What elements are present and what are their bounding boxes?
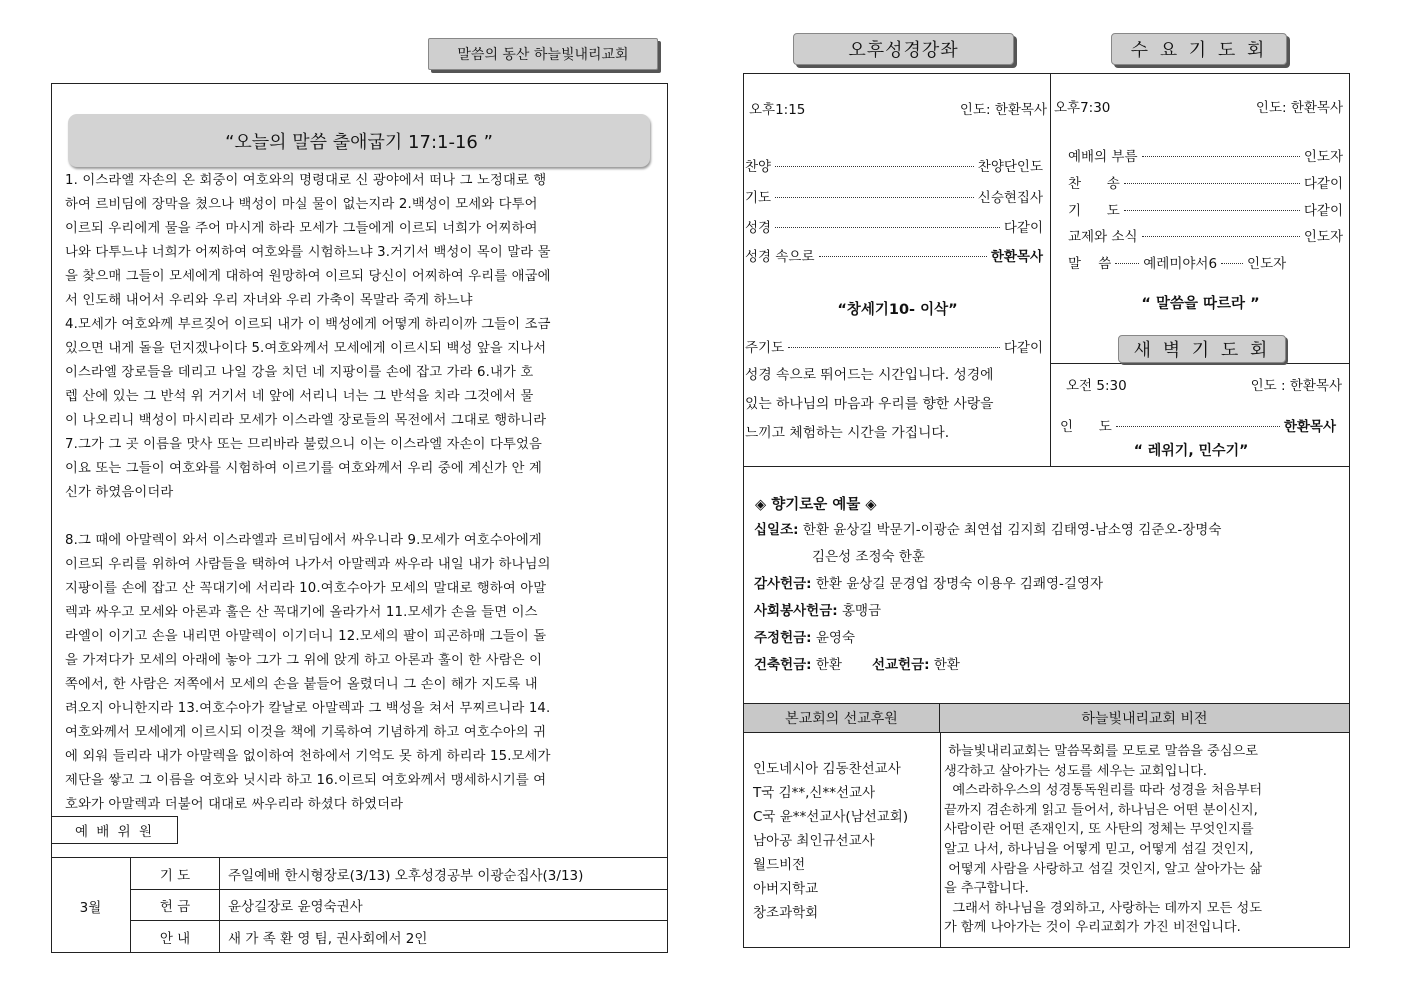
dawn-time-row (1066, 374, 1342, 394)
dawn-leader: 인도 : 한환목사 (1250, 378, 1342, 394)
committee-row-label-cell (131, 858, 220, 890)
sermon-line: 렙 산에 있는 그 반석 위 거기서 네 앞에 서리니 너는 그 반석을 치라 그것에서 물 (65, 389, 534, 404)
sermon-line: 려오지 아니한지라 13.여호수아가 칼날로 아말렉과 그 백성을 쳐서 무찌르니라 14. (65, 701, 551, 716)
offering-names: 한환 윤상길 문경업 장명숙 이용우 김쾌영-길영자 (815, 576, 1104, 592)
afternoon-leader: 인도: 한환목사 (959, 102, 1047, 118)
church-header-badge (428, 38, 658, 70)
order-value: 한환목사 (1283, 419, 1336, 435)
weekly-row (754, 625, 1344, 652)
committee-table (51, 857, 668, 953)
vision-line: 가 함께 나아가는 것이 우리교회가 가진 비전입니다. (944, 920, 1241, 936)
mission-item: 월드비전 (753, 857, 806, 873)
sermon-line: 이요 또는 그들이 여호와를 시험하여 이르기를 여호와께서 우리 중에 계신가 안 계 (65, 461, 542, 476)
mission-header-cell (744, 704, 940, 733)
offering-title: ◈ 향기로운 예물 ◈ (755, 497, 877, 513)
wednesday-order-row (1068, 172, 1343, 192)
order-label: 찬 송 (1068, 176, 1120, 192)
order-label: 성경 (745, 220, 772, 236)
sermon-line: 이르되 우리를 위하여 사람들을 택하여 나가서 아말렉과 싸우라 내일 내가 하나님의 (65, 557, 551, 572)
committee-row-value: 윤상길장로 윤영숙권사 (228, 899, 363, 915)
afternoon-description (745, 361, 1048, 448)
wednesday-tab-label: 수 요 기 도 회 (1130, 40, 1268, 61)
order-value: 신승현집사 (977, 190, 1043, 206)
sermon-line: 1. 이스라엘 자손의 온 회중이 여호와의 명령대로 신 광야에서 떠나 그 노정대로 행 (65, 173, 547, 188)
church-header-text: 말씀의 동산 하늘빛내리교회 (457, 47, 629, 63)
order-value: 다같이 (1303, 176, 1343, 192)
dot-leader (819, 256, 987, 257)
committee-row-label: 헌 금 (159, 899, 191, 915)
order-label: 교제와 소식 (1068, 229, 1138, 245)
wednesday-order-row (1068, 199, 1343, 219)
afternoon-time-row (749, 98, 1047, 118)
vision-line: 예스라하우스의 성경통독원리를 따라 성경을 처음부터 (944, 783, 1263, 799)
dawn-theme: “ 레위기, 민수기” (1133, 443, 1249, 459)
offering-list (754, 517, 1344, 679)
offering-names: 한환 윤상길 박문기-이광순 최연섭 김지희 김태영-남소영 김준오-장명숙 (802, 522, 1222, 538)
vision-line: 끝까지 겸손하게 읽고 들어서, 하나님은 어떤 분이신지, (944, 802, 1258, 818)
mission-header: 본교회의 선교후원 (785, 711, 898, 727)
mission-list (753, 757, 938, 925)
committee-row-value: 새 가 족 환 영 팀, 권사회에서 2인 (228, 931, 428, 947)
mission-item: 인도네시아 김동찬선교사 (753, 761, 901, 777)
sermon-line: 렉과 싸우고 모세와 아론과 훌은 산 꼭대기에 올라가서 11.모세가 손을 들면 이스 (65, 605, 538, 620)
offering-names: 한환 (933, 657, 960, 673)
order-label: 찬양 (745, 159, 772, 175)
tithe-row (754, 517, 1344, 544)
wednesday-theme: “ 말씀을 따르라 ” (1141, 296, 1260, 312)
offering-names: 김은성 조정숙 한훈 (812, 549, 925, 565)
order-value: 다같이 (1003, 220, 1043, 236)
order-value: 다같이 (1003, 340, 1043, 356)
sermon-paragraph-2 (65, 529, 653, 817)
sermon-line: 있으면 내게 돌을 던지겠나이다 5.여호와께서 모세에게 이르시되 백성 앞을 지나서 (65, 341, 547, 356)
sermon-line: 제단을 쌓고 그 이름을 여호와 닛시라 하고 16.이르되 여호와께서 맹세하시기를 여 (65, 773, 547, 788)
vision-line: 어떻게 사람을 사랑하고 섬길 것인지, 알고 살아가는 삶 (944, 861, 1262, 877)
dot-leader (775, 197, 974, 198)
sermon-line: 8.그 때에 아말렉이 와서 이스라엘과 르비딤에서 싸우니라 9.모세가 여호수아에게 (65, 533, 542, 548)
committee-row-value-cell (220, 858, 668, 890)
description-line: 느끼고 체험하는 시간을 가집니다. (745, 425, 950, 441)
sermon-line: 을 가져다가 모세의 아래에 놓아 그가 그 위에 앉게 하고 아론과 훌이 한 사람은 이 (65, 653, 543, 668)
offering-label: 선교헌금: (871, 657, 930, 673)
dot-leader (1124, 183, 1300, 184)
order-label: 말 씀 (1068, 256, 1112, 272)
offering-label: 건축헌금: (754, 657, 812, 673)
mission-item: 아버지학교 (753, 881, 819, 897)
committee-label: 예 배 위 원 (74, 824, 155, 840)
vision-line: 하늘빛내리교회는 말씀목회를 모토로 말씀을 중심으로 (944, 744, 1258, 759)
dot-leader (775, 227, 1000, 228)
afternoon-theme: “창세기10- 이삭” (837, 302, 958, 318)
committee-row-label: 기 도 (159, 867, 191, 884)
mission-item: 남아공 최인규선교사 (753, 833, 875, 849)
tithe-row-cont (754, 544, 1344, 571)
wednesday-order-row (1068, 225, 1343, 245)
offering-names: 홍맹금 (841, 603, 882, 619)
committee-row-label: 안 내 (159, 931, 191, 947)
sermon-body (65, 169, 653, 817)
sermon-line: 라엘이 이기고 손을 내리면 아말렉이 이기더니 12.모세의 팔이 피곤하매 그들이 돌 (65, 629, 547, 644)
afternoon-time: 오후1:15 (749, 102, 806, 118)
afternoon-order-row (745, 186, 1043, 206)
sermon-line: 이르되 우리에게 물을 주어 마시게 하라 모세가 그들에게 이르되 너희가 어찌하여 (65, 221, 538, 236)
sermon-line: 7.그가 그 곳 이름을 맛사 또는 므리바라 불렀으니 이는 이스라엘 자손이 다투었음 (65, 437, 542, 452)
sermon-paragraph-1 (65, 169, 653, 505)
committee-row-value: 주일예배 한시형장로(3/13) 오후성경공부 이광순집사(3/13) (228, 867, 584, 884)
order-value: 다같이 (1303, 203, 1343, 219)
sermon-line: 에 외워 들리라 내가 아말렉을 없이하여 천하에서 기억도 못 하게 하리라 15.모세가 (65, 749, 551, 764)
sermon-line: 여호와께서 모세에게 이르시되 이것을 책에 기록하여 기념하게 하고 여호수아의 귀 (65, 725, 547, 740)
order-value: 인도자 (1303, 229, 1343, 245)
wednesday-tab (1111, 33, 1287, 65)
thanks-row (754, 571, 1344, 598)
afternoon-order-row (745, 155, 1043, 175)
dawn-tab-label: 새 벽 기 도 회 (1133, 340, 1271, 361)
order-label: 기 도 (1068, 203, 1120, 219)
afternoon-tab-label: 오후성경강좌 (848, 40, 959, 61)
dot-leader (775, 166, 974, 167)
vision-line: 생각하고 살아가는 성도를 세우는 교회입니다. (944, 763, 1208, 779)
committee-row-value-cell (220, 921, 668, 953)
services-divider (1050, 73, 1051, 467)
sermon-line: 이스라엘 장로들을 데리고 나일 강을 치던 네 지팡이를 손에 잡고 가라 6.내가 호 (65, 365, 534, 380)
vision-header-cell (940, 704, 1349, 733)
bottom-table-divider (940, 733, 941, 947)
sermon-title: “오늘의 말씀 출애굽기 17:1-16 ” (225, 131, 493, 153)
wednesday-time: 오후7:30 (1054, 100, 1111, 116)
vision-text (944, 742, 1348, 938)
offering-names: 한환 (815, 657, 842, 673)
dot-leader (1116, 426, 1280, 427)
offering-names: 윤영숙 (815, 630, 855, 646)
order-label: 예배의 부름 (1068, 149, 1138, 165)
committee-row-value-cell (220, 890, 668, 921)
vision-line: 사람이란 어떤 존재인지, 또 사탄의 정체는 무엇인지를 (944, 822, 1254, 838)
sermon-line: 이 나오리니 백성이 마시리라 모세가 이스라엘 장로들의 목전에서 그대로 행하니라 (65, 413, 547, 428)
sermon-line: 하여 르비딤에 장막을 쳤으나 백성이 마실 물이 없는지라 2.백성이 모세와 다투어 (65, 197, 538, 212)
vision-line: 알고 나서, 하나님을 어떻게 믿고, 어떻게 섬길 것인지, (944, 841, 1254, 857)
dawn-divider (1050, 363, 1350, 364)
committee-label-box (51, 816, 178, 844)
order-value: 찬양단인도 (977, 159, 1043, 175)
afternoon-prayer-row (745, 336, 1043, 356)
afternoon-tab (793, 33, 1014, 65)
order-label: 주기도 (745, 340, 785, 356)
committee-month: 3월 (79, 899, 102, 916)
order-value: 한환목사 (990, 249, 1043, 265)
building-row (754, 652, 1344, 679)
dot-leader (1142, 236, 1300, 237)
order-passage: 예레미야서6 (1143, 256, 1218, 272)
offering-label: 감사헌금: (754, 576, 812, 592)
mission-item: 창조과학회 (753, 905, 819, 921)
sermon-line: 쪽에서, 한 사람은 저쪽에서 모세의 손을 붙들어 올렸더니 그 손이 해가 지도록 내 (65, 677, 538, 692)
offering-label: 주정헌금: (754, 630, 812, 646)
committee-row-label-cell (131, 890, 220, 921)
offering-label: 사회봉사헌금: (754, 603, 838, 619)
order-value: 인도자 (1303, 149, 1343, 165)
dawn-tab (1118, 335, 1286, 363)
afternoon-order-row (745, 245, 1043, 265)
sermon-line: 호와가 아말렉과 더불어 대대로 싸우리라 하셨다 하였더라 (65, 797, 404, 812)
order-label: 성경 속으로 (745, 249, 815, 265)
vision-line: 그래서 하나님을 경외하고, 사랑하는 데까지 모든 성도 (944, 900, 1262, 916)
sermon-title-box (68, 114, 650, 167)
order-label: 기도 (745, 190, 772, 206)
sermon-line: 서 인도해 내어서 우리와 우리 자녀와 우리 가축이 목말라 죽게 하느냐 (65, 293, 473, 308)
sermon-line: 을 찾으매 그들이 모세에게 대하여 원망하여 이르되 당신이 어찌하여 우리를 애굽에 (65, 269, 551, 284)
description-line: 있는 하나님의 마음과 우리를 향한 사랑을 (745, 396, 994, 412)
dot-leader (1115, 263, 1139, 264)
mission-item: T국 김**,신**선교사 (753, 785, 876, 801)
sermon-line: 지팡이를 손에 잡고 산 꼭대기에 서리라 10.여호수아가 모세의 말대로 행하여 아말 (65, 581, 547, 596)
wednesday-order-row (1068, 252, 1343, 272)
vision-line: 을 추구합니다. (944, 881, 1029, 897)
dot-leader (1124, 210, 1300, 211)
mission-item: C국 윤**선교사(남선교회) (753, 809, 909, 825)
dawn-order-row (1060, 415, 1336, 435)
description-line: 성경 속으로 뛰어드는 시간입니다. 성경에 (745, 367, 994, 383)
committee-month-cell (51, 858, 131, 953)
vision-header: 하늘빛내리교회 비전 (1081, 711, 1208, 727)
afternoon-order-row (745, 216, 1043, 236)
sermon-line: 4.모세가 여호와께 부르짖어 이르되 내가 이 백성에게 어떻게 하리이까 그들이 조금 (65, 317, 551, 332)
wednesday-order-row (1068, 145, 1343, 165)
offering-label: 십일조: (754, 522, 799, 538)
dot-leader (1142, 156, 1300, 157)
dawn-time: 오전 5:30 (1066, 378, 1127, 394)
committee-row-label-cell (131, 921, 220, 953)
order-value: 인도자 (1247, 256, 1287, 272)
service-row (754, 598, 1344, 625)
dot-leader (788, 347, 1000, 348)
wednesday-time-row (1054, 96, 1343, 116)
sermon-line: 나와 다투느냐 너희가 어찌하여 여호와를 시험하느냐 3.거기서 백성이 목이 말라 물 (65, 245, 551, 260)
wednesday-leader: 인도: 한환목사 (1255, 100, 1343, 116)
dot-leader (1221, 263, 1243, 264)
order-label: 인 도 (1060, 419, 1112, 435)
sermon-line: 신가 하였음이더라 (65, 485, 174, 500)
